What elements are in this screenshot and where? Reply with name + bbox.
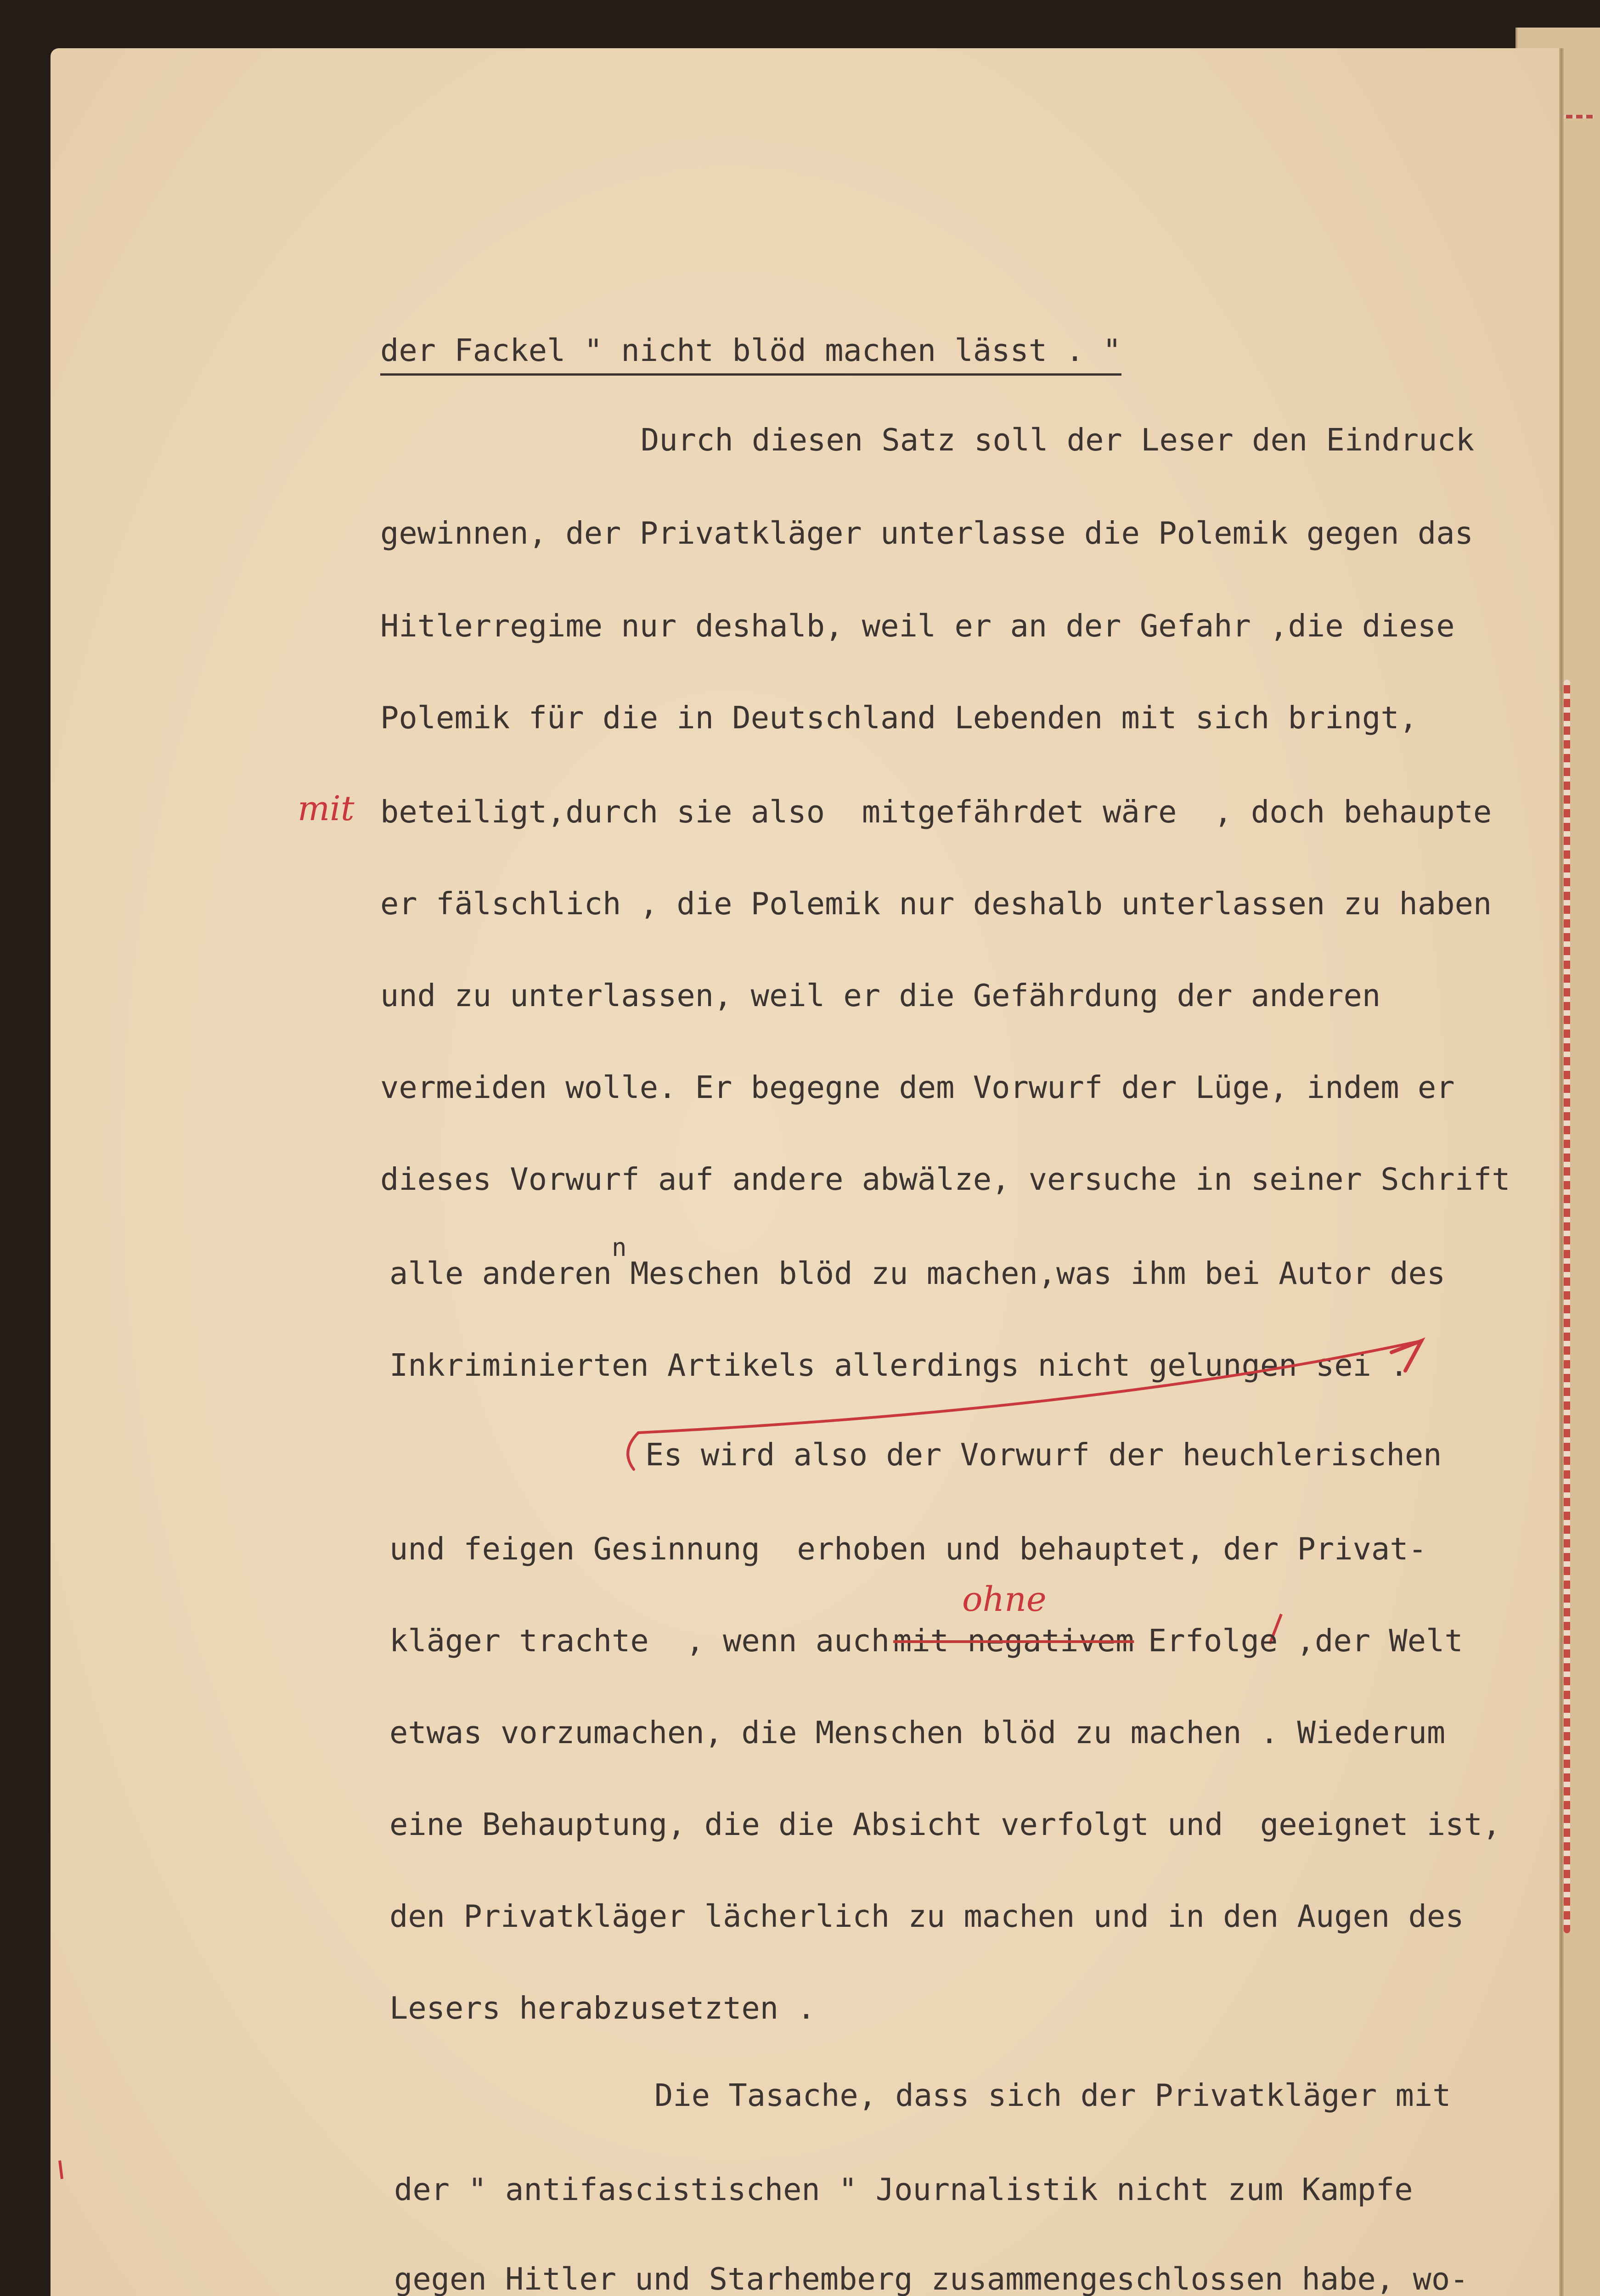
text-line-3: gewinnen, der Privatkläger unterlasse die Polemik gegen das: [380, 515, 1473, 551]
text-line-15b: Erfolge ,der Welt: [1148, 1623, 1463, 1659]
text-line-9: vermeiden wolle. Er begegne dem Vorwurf der Lüge, indem er: [380, 1069, 1455, 1105]
red-margin-tick: [60, 2161, 62, 2179]
text-line-15: kläger trachte , wenn auch: [389, 1623, 890, 1659]
text-line-21: der " antifascistischen " Journalistik nicht zum Kampfe: [394, 2172, 1413, 2207]
margin-annotation-mit: mit: [298, 789, 355, 828]
text-line-20: Die Tasache, dass sich der Privatkläger mit: [654, 2077, 1451, 2113]
handwritten-ohne: ohne: [962, 1580, 1047, 1619]
text-line-18: den Privatkläger lächerlich zu machen und in den Augen des: [389, 1898, 1464, 1934]
text-line-12: Inkriminierten Artikels allerdings nicht gelungen sei .: [389, 1347, 1408, 1383]
text-line-22: gegen Hitler und Starhemberg zusammengeschlossen habe, wo-: [394, 2261, 1469, 2296]
text-line-19: Lesers herabzusetzten .: [389, 1990, 816, 2026]
text-line-2: Durch diesen Satz soll der Leser den Eindruck: [641, 422, 1475, 458]
text-line-7: er fälschlich , die Polemik nur deshalb unterlassen zu haben: [380, 886, 1492, 922]
text-line-1: der Fackel " nicht blöd machen lässt . ": [380, 335, 1121, 376]
text-line-4: Hitlerregime nur deshalb, weil er an der Gefahr ,die diese: [380, 608, 1455, 644]
text-line-10: dieses Vorwurf auf andere abwälze, versuche in seiner Schrift: [380, 1161, 1510, 1197]
inserted-letter-n: n: [612, 1233, 627, 1262]
text-line-8: und zu unterlassen, weil er die Gefährdung der anderen: [380, 978, 1381, 1013]
text-line-11: alle anderen Meschen blöd zu machen,was ihm bei Autor des: [389, 1255, 1446, 1291]
text-line-16: etwas vorzumachen, die Menschen blöd zu machen . Wiederum: [389, 1715, 1446, 1750]
text-line-5: Polemik für die in Deutschland Lebenden mit sich bringt,: [380, 700, 1418, 736]
text-line-6: beteiligt,durch sie also mitgefährdet wäre , doch behaupte: [380, 794, 1492, 830]
struck-text: mit negativem: [893, 1623, 1134, 1659]
text-line-17: eine Behauptung, die die Absicht verfolgt und geeignet ist,: [389, 1806, 1501, 1842]
text-line-14: und feigen Gesinnung erhoben und behauptet, der Privat-: [389, 1531, 1427, 1567]
text-line-13: Es wird also der Vorwurf der heuchlerischen: [645, 1437, 1442, 1473]
